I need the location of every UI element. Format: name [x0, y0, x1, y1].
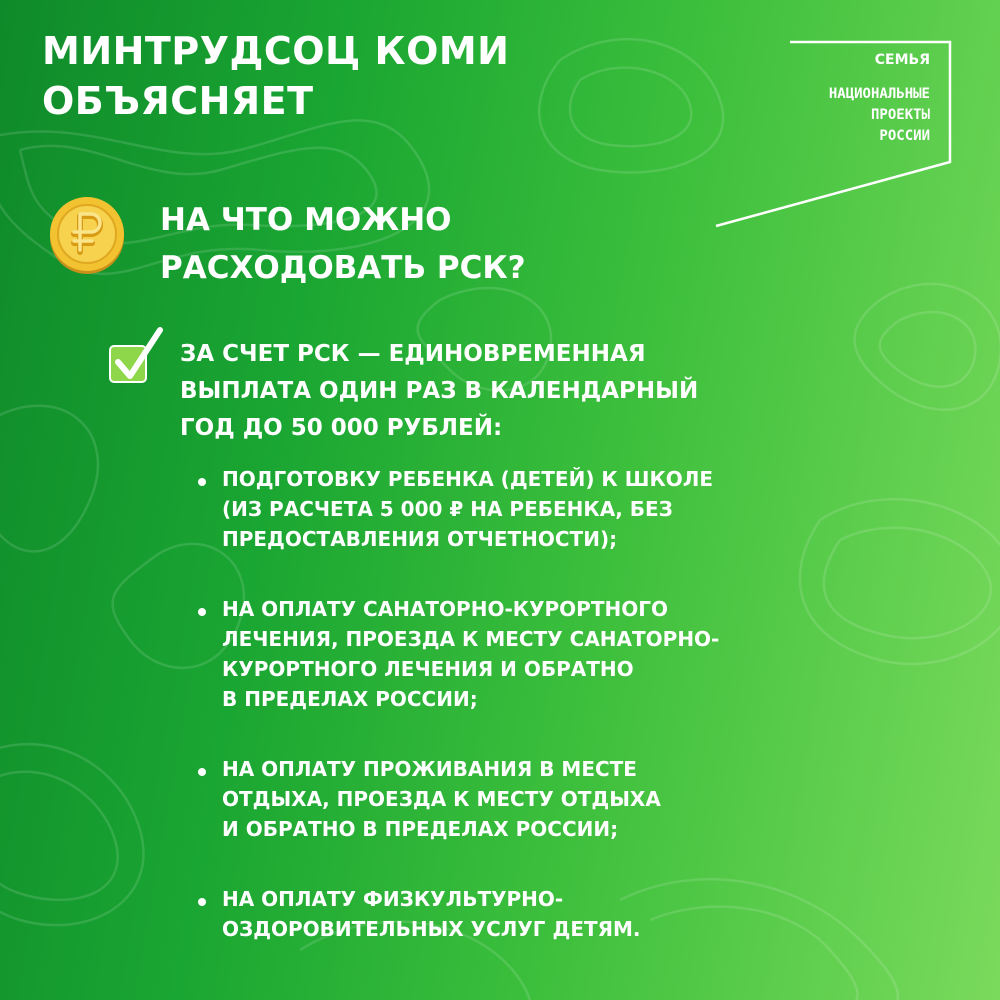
header-title — [42, 26, 510, 126]
intro-line: ЗА СЧЕТ РСК — ЕДИНОВРЕМЕННАЯ — [180, 341, 646, 367]
list-item-line: ОТДЫХА, ПРОЕЗДА К МЕСТУ ОТДЫХА — [222, 787, 661, 811]
question-line: РАСХОДОВАТЬ РСК? — [160, 250, 526, 286]
list-item — [196, 464, 956, 554]
logo-text — [780, 84, 930, 147]
list-item — [196, 754, 956, 844]
list-item-line: ОЗДОРОВИТЕЛЬНЫХ УСЛУГ ДЕТЯМ. — [222, 917, 641, 941]
intro-line: ВЫПЛАТА ОДИН РАЗ В КАЛЕНДАРНЫЙ — [180, 378, 699, 404]
ruble-coin-icon — [46, 194, 128, 276]
national-projects-logo — [712, 36, 962, 232]
list-item-line: ПОДГОТОВКУ РЕБЕНКА (ДЕТЕЙ) К ШКОЛЕ — [222, 467, 714, 491]
list-item-line: ПРЕДОСТАВЛЕНИЯ ОТЧЕТНОСТИ); — [222, 527, 618, 551]
question-line: НА ЧТО МОЖНО — [160, 202, 452, 238]
logo-text-line: НАЦИОНАЛЬНЫЕ — [828, 86, 930, 102]
list-item-line: НА ОПЛАТУ САНАТОРНО-КУРОРТНОГО — [222, 597, 668, 621]
intro-line: ГОД ДО 50 000 РУБЛЕЙ: — [180, 415, 503, 441]
list-item — [196, 594, 956, 714]
header-title-line: ОБЪЯСНЯЕТ — [42, 79, 314, 123]
list-item-line: И ОБРАТНО В ПРЕДЕЛАХ РОССИИ; — [222, 817, 619, 841]
question-heading — [160, 196, 526, 292]
logo-text-line: РОССИИ — [879, 128, 930, 144]
list-item-line: НА ОПЛАТУ ПРОЖИВАНИЯ В МЕСТЕ — [222, 757, 637, 781]
bullet-dot-icon — [198, 478, 206, 486]
expense-list — [196, 464, 956, 984]
intro-text — [180, 336, 980, 447]
logo-text-line: ПРОЕКТЫ — [870, 107, 930, 123]
list-item — [196, 884, 956, 944]
bullet-dot-icon — [198, 608, 206, 616]
bullet-dot-icon — [198, 898, 206, 906]
logo-family-label: СЕМЬЯ — [874, 52, 930, 68]
list-item-line: НА ОПЛАТУ ФИЗКУЛЬТУРНО- — [222, 887, 564, 911]
checkmark-icon — [104, 326, 166, 388]
header-title-line: МИНТРУДСОЦ КОМИ — [42, 29, 510, 73]
list-item-line: ЛЕЧЕНИЯ, ПРОЕЗДА К МЕСТУ САНАТОРНО- — [222, 627, 720, 651]
list-item-line: (ИЗ РАСЧЕТА 5 000 ₽ НА РЕБЕНКА, БЕЗ — [222, 497, 673, 521]
list-item-line: В ПРЕДЕЛАХ РОССИИ; — [222, 687, 478, 711]
bullet-dot-icon — [198, 768, 206, 776]
list-item-line: КУРОРТНОГО ЛЕЧЕНИЯ И ОБРАТНО — [222, 657, 634, 681]
